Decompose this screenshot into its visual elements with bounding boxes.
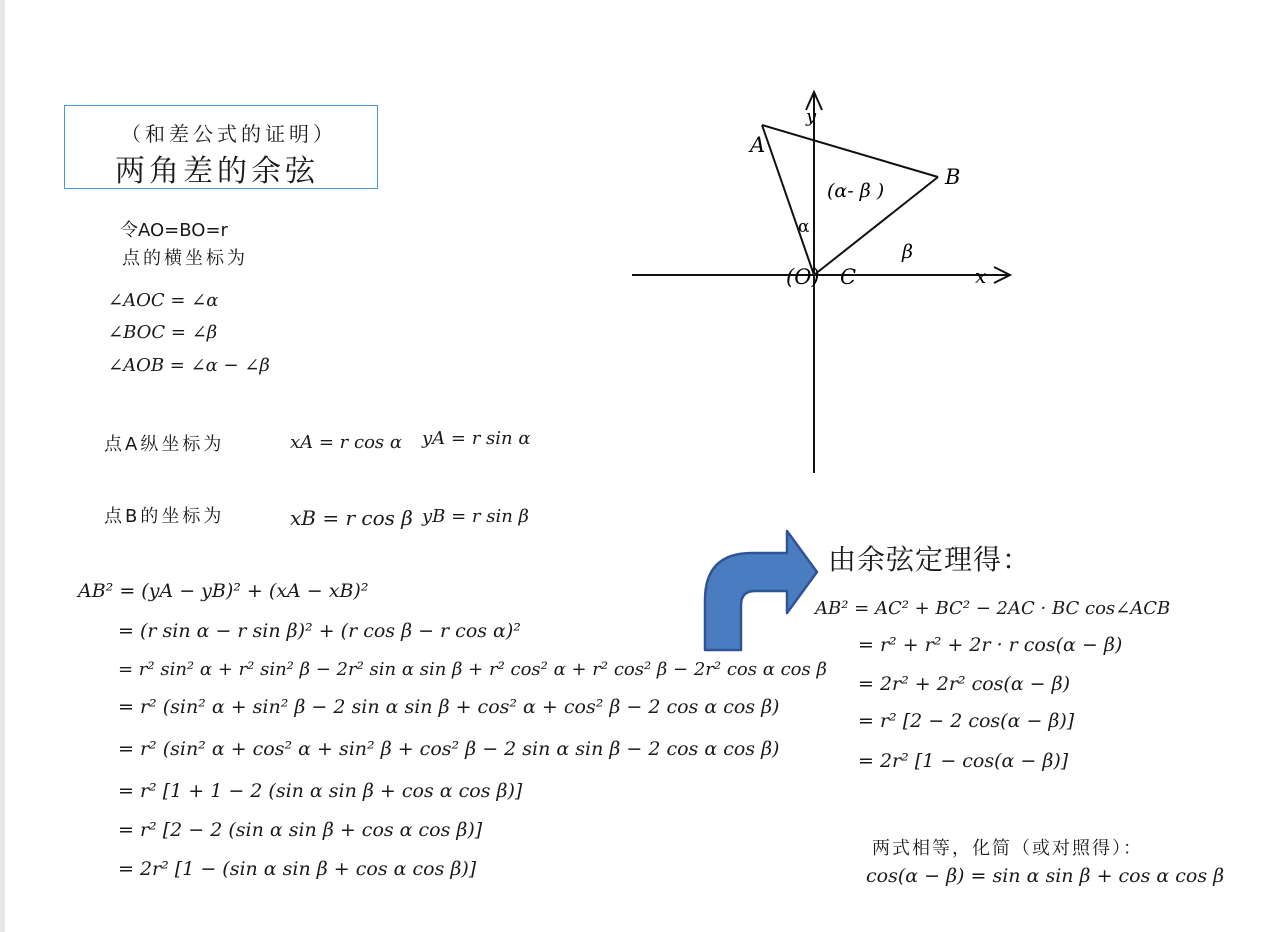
derivation-line-2: = (r sin α − r sin β)² + (r cos β − r cos α)² <box>118 620 521 642</box>
segment-oa <box>762 125 814 275</box>
title-subtitle: （和差公式的证明） <box>121 122 337 146</box>
derivation-line-7: = r² [2 − 2 (sin α sin β + cos α cos β)] <box>118 819 483 841</box>
cosine-line-2: = r² + r² + 2r · r cos(α − β) <box>858 634 1123 656</box>
let-statement: 令AO=BO=r <box>120 220 228 241</box>
derivation-line-4: = r² (sin² α + sin² β − 2 sin α sin β + cos² α + cos² β − 2 cos α cos β) <box>118 696 780 718</box>
angle-aoc: ∠AOC = ∠α <box>108 290 219 311</box>
cosine-line-1: AB² = AC² + BC² − 2AC · BC cos∠ACB <box>815 598 1171 619</box>
beta-angle-label: β <box>902 241 913 263</box>
title-box <box>64 105 378 189</box>
cosine-line-3: = 2r² + 2r² cos(α − β) <box>858 673 1071 695</box>
point-a-y: yA = r sin α <box>422 428 531 449</box>
cosine-line-5: = 2r² [1 − cos(α − β)] <box>858 750 1069 772</box>
conclusion-text: 两式相等，化简（或对照得）： <box>872 838 1143 859</box>
point-b-name: B <box>945 165 961 189</box>
derivation-line-8: = 2r² [1 − (sin α sin β + cos α cos β)] <box>118 858 477 880</box>
horizontal-coord-label: 点的横坐标为 <box>122 248 248 269</box>
point-c-name: C <box>840 265 857 289</box>
angle-aob: ∠AOB = ∠α − ∠β <box>108 355 270 376</box>
point-a-label: 点A纵坐标为 <box>104 434 225 455</box>
point-b-label: 点B的坐标为 <box>104 506 225 527</box>
point-a-name: A <box>750 133 766 157</box>
angle-boc: ∠BOC = ∠β <box>108 322 218 343</box>
x-axis-label: x <box>975 264 987 288</box>
title-main: 两角差的余弦 <box>115 154 319 189</box>
point-o-name: (O) <box>786 265 820 289</box>
page-left-edge <box>0 0 5 932</box>
y-axis-label: y <box>806 106 817 127</box>
difference-angle-label: (α- β ) <box>827 180 885 202</box>
conclusion-formula: cos(α − β) = sin α sin β + cos α cos β <box>866 865 1225 887</box>
segment-ab <box>762 125 938 177</box>
cosine-line-4: = r² [2 − 2 cos(α − β)] <box>858 710 1075 732</box>
derivation-line-3: = r² sin² α + r² sin² β − 2r² sin α sin β + r² cos² α + r² cos² β − 2r² cos α cos β <box>118 659 827 680</box>
derivation-line-1: AB² = (yA − yB)² + (xA − xB)² <box>78 580 369 602</box>
law-of-cosines-heading: 由余弦定理得： <box>828 543 1032 576</box>
derivation-line-5: = r² (sin² α + cos² α + sin² β + cos² β − 2 sin α sin β − 2 cos α cos β) <box>118 738 780 760</box>
point-b-y: yB = r sin β <box>422 506 529 527</box>
point-a-x: xA = r cos α <box>290 432 403 453</box>
point-b-x: xB = r cos β <box>290 506 413 530</box>
triangle-diagram <box>620 80 1030 480</box>
curved-arrow-icon <box>695 525 825 655</box>
alpha-angle-label: α <box>798 217 810 237</box>
derivation-line-6: = r² [1 + 1 − 2 (sin α sin β + cos α cos β)] <box>118 780 523 802</box>
